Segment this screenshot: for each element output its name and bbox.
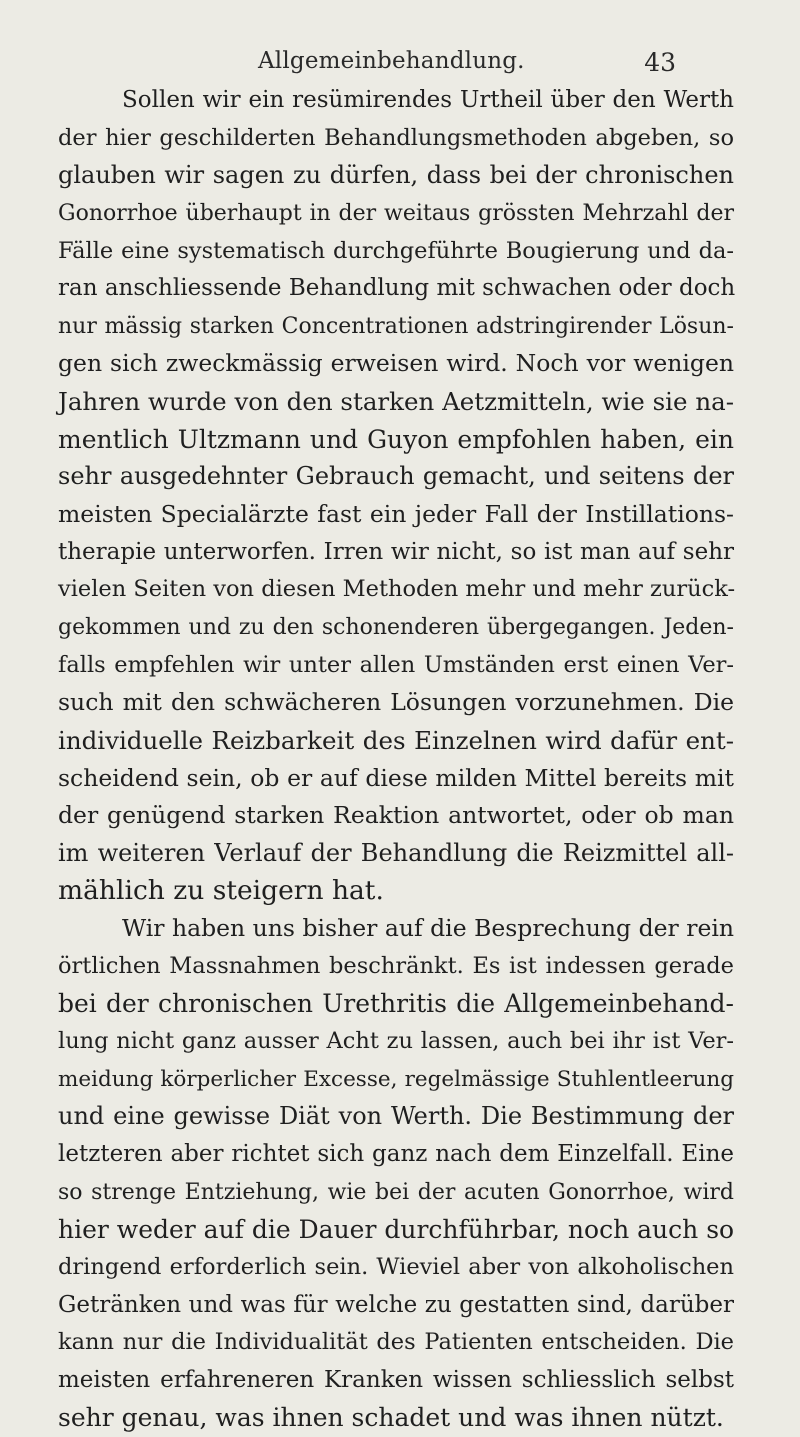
text-line: Fälle eine systematisch durchgeführte Bougierung und da- [58, 237, 734, 264]
text-line: bei der chronischen Urethritis die Allgemeinbehand- [58, 989, 734, 1019]
text-line: hier weder auf die Dauer durchführbar, noch auch so [58, 1215, 735, 1245]
text-line: glauben wir sagen zu dürfen, dass bei der chronischen [58, 161, 734, 190]
text-line: kann nur die Individualität des Patienten entscheiden. Die [58, 1329, 734, 1356]
text-line: gekommen und zu den schonenderen übergegangen. Jeden- [58, 614, 734, 640]
text-line: Gonorrhoe überhaupt in der weitaus grössten Mehrzahl der [58, 200, 734, 226]
text-line: Getränken und was für welche zu gestatten sind, darüber [58, 1291, 734, 1318]
text-line: meisten erfahreneren Kranken wissen schliesslich selbst [58, 1366, 734, 1393]
text-line: letzteren aber richtet sich ganz nach dem Einzelfall. Eine [58, 1140, 734, 1167]
text-line: Wir haben uns bisher auf die Besprechung der rein [122, 914, 735, 943]
text-line: örtlichen Massnahmen beschränkt. Es ist indessen gerade [58, 952, 734, 979]
text-line: individuelle Reizbarkeit des Einzelnen wird dafür ent- [58, 725, 734, 755]
text-line: im weiteren Verlauf der Behandlung die Reizmittel all- [58, 838, 734, 867]
text-line: dringend erforderlich sein. Wieviel aber von alkoholischen [58, 1253, 734, 1280]
text-line: mentlich Ultzmann und Guyon empfohlen haben, ein [58, 424, 734, 454]
text-line: meisten Specialärzte fast ein jeder Fall der Instillations- [58, 500, 734, 529]
text-line: ran anschliessende Behandlung mit schwachen oder doch [58, 275, 736, 302]
page-header [258, 48, 676, 78]
text-line: gen sich zweckmässig erweisen wird. Noch vor wenigen [58, 349, 734, 378]
text-line: der hier geschilderten Behandlungsmethoden abgeben, so [58, 124, 734, 151]
text-line: sehr genau, was ihnen schadet und was ihnen nützt. [58, 1403, 724, 1433]
text-line: Sollen wir ein resümirendes Urtheil über den Werth [122, 87, 734, 113]
text-line: such mit den schwächeren Lösungen vorzunehmen. Die [58, 688, 734, 717]
text-line: der genügend starken Reaktion antwortet, oder ob man [58, 801, 734, 830]
page-number: 43 [644, 48, 676, 77]
text-line: therapie unterworfen. Irren wir nicht, so ist man auf sehr [58, 538, 734, 565]
text-line: vielen Seiten von diesen Methoden mehr und mehr zurück- [58, 576, 736, 603]
text-line: so strenge Entziehung, wie bei der acuten Gonorrhoe, wird [58, 1179, 734, 1205]
text-line: scheidend sein, ob er auf diese milden Mittel bereits mit [58, 763, 734, 792]
running-head: Allgemeinbehandlung. [258, 48, 525, 74]
text-line: Jahren wurde von den starken Aetzmitteln, wie sie na- [58, 387, 734, 417]
text-line: und eine gewisse Diät von Werth. Die Bestimmung der [58, 1102, 734, 1131]
text-line: mählich zu steigern hat. [58, 875, 384, 907]
text-line: nur mässig starken Concentrationen adstringirender Lösun- [58, 313, 734, 339]
text-line: falls empfehlen wir unter allen Umständen erst einen Ver- [58, 651, 734, 678]
text-line: meidung körperlicher Excesse, regelmässige Stuhlentleerung [58, 1066, 734, 1092]
text-line: lung nicht ganz ausser Acht zu lassen, auch bei ihr ist Ver- [58, 1028, 734, 1055]
text-line: sehr ausgedehnter Gebrauch gemacht, und seitens der [58, 462, 734, 491]
body-text [58, 82, 734, 1437]
